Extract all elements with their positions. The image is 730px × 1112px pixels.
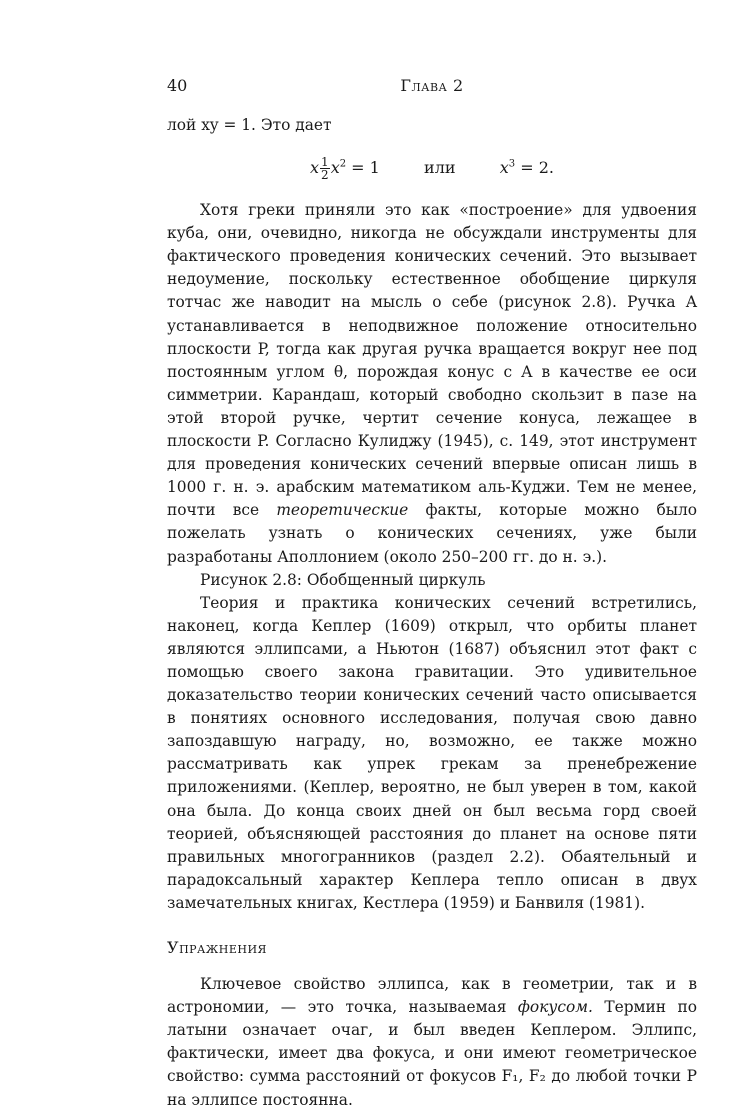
- formula-conjunction: или: [424, 158, 456, 178]
- paragraph-compass-text-a: Хотя греки приняли это как «построение» для удвоения куба, они, очевидно, никогда не обсуждали инструменты для фактического проведения конических сечений. Это вызывает недоумение, поскольку естественное обобщение циркуля тотчас же наводит на мысль о себе (рисунок 2.8). Ручка A устанавливается в неподвижное положение относительно плоскости P, тогда как другая ручка вращается вокруг нее под постоянным углом θ, порождая конус с A в качестве ее оси симметрии. Карандаш, который свободно скользит в пазе на этой второй ручке, чертит сечение конуса, лежащее в плоскости P. Согласно Кулиджу (1945), с. 149, этот инструмент для проведения конических сечений впервые описан лишь в 1000 г. н. э. арабским математиком аль-Куджи. Тем не менее, почти все: [167, 201, 697, 520]
- formula-left-equals: = 1: [346, 158, 380, 178]
- chapter-heading: Глава 2: [400, 76, 464, 95]
- display-formula: [167, 151, 697, 185]
- page-number: 40: [167, 76, 188, 95]
- paragraph-ellipse-text-b: Термин по латыни означает очаг, и был введен Кеплером. Эллипс, фактически, имеет два фокуса, и они имеют геометрическое свойство: сумма расстояний от фокусов F₁, F₂ до любой точки P на эллипсе постоянна.: [167, 998, 698, 1109]
- fraction-denominator: 2: [321, 168, 329, 183]
- intro-line: лой xy = 1. Это дает: [167, 116, 332, 134]
- formula-left-x: x: [310, 158, 320, 178]
- paragraph-compass: [167, 199, 697, 569]
- section-title-exercises: Упражнения: [167, 938, 267, 957]
- paragraph-ellipse-text-a: Ключевое свойство эллипса, как в геометрии, так и в астрономии, — это точка, называемая: [167, 975, 697, 1017]
- paragraph-compass-text-b: факты, которые можно было пожелать узнать о конических сечениях, уже были разработаны Аполлонием (около 250–200 гг. до н. э.).: [167, 501, 697, 566]
- formula-left-rest: x: [330, 158, 340, 178]
- formula-right-x: x: [499, 158, 509, 178]
- formula-fraction: [320, 156, 330, 181]
- fraction-numerator: 1: [321, 155, 329, 170]
- formula-left-exponent: 2: [339, 158, 347, 170]
- paragraph-ellipse: [167, 973, 697, 1112]
- figure-caption: Рисунок 2.8: Обобщенный циркуль: [200, 570, 486, 589]
- formula-right-exponent: 3: [508, 158, 516, 170]
- emphasis-focus: фокусом.: [517, 998, 593, 1017]
- emphasis-theoretical: теоретические: [276, 501, 409, 520]
- paragraph-kepler: Теория и практика конических сечений встретились, наконец, когда Кеплер (1609) открыл, что орбиты планет являются эллипсами, а Ньютон (1687) объяснил этот факт с помощью своего закона гравитации. Это удивительное доказательство теории конических сечений часто описывается в понятиях основного исследования, получая свою давно запоздавшую награду, но, возможно, ее также можно рассматривать как упрек грекам за пренебрежение приложениями. (Кеплер, вероятно, не был уверен в том, какой она была. До конца своих дней он был весьма горд своей теорией, объясняющей расстояния до планет на основе пяти правильных многогранников (раздел 2.2). Обаятельный и парадоксальный характер Кеплера тепло описан в двух замечательных книгах, Кестлера (1959) и Банвиля (1981).: [167, 593, 697, 912]
- page-body: [167, 114, 697, 1112]
- formula-right-equals: = 2.: [515, 158, 554, 178]
